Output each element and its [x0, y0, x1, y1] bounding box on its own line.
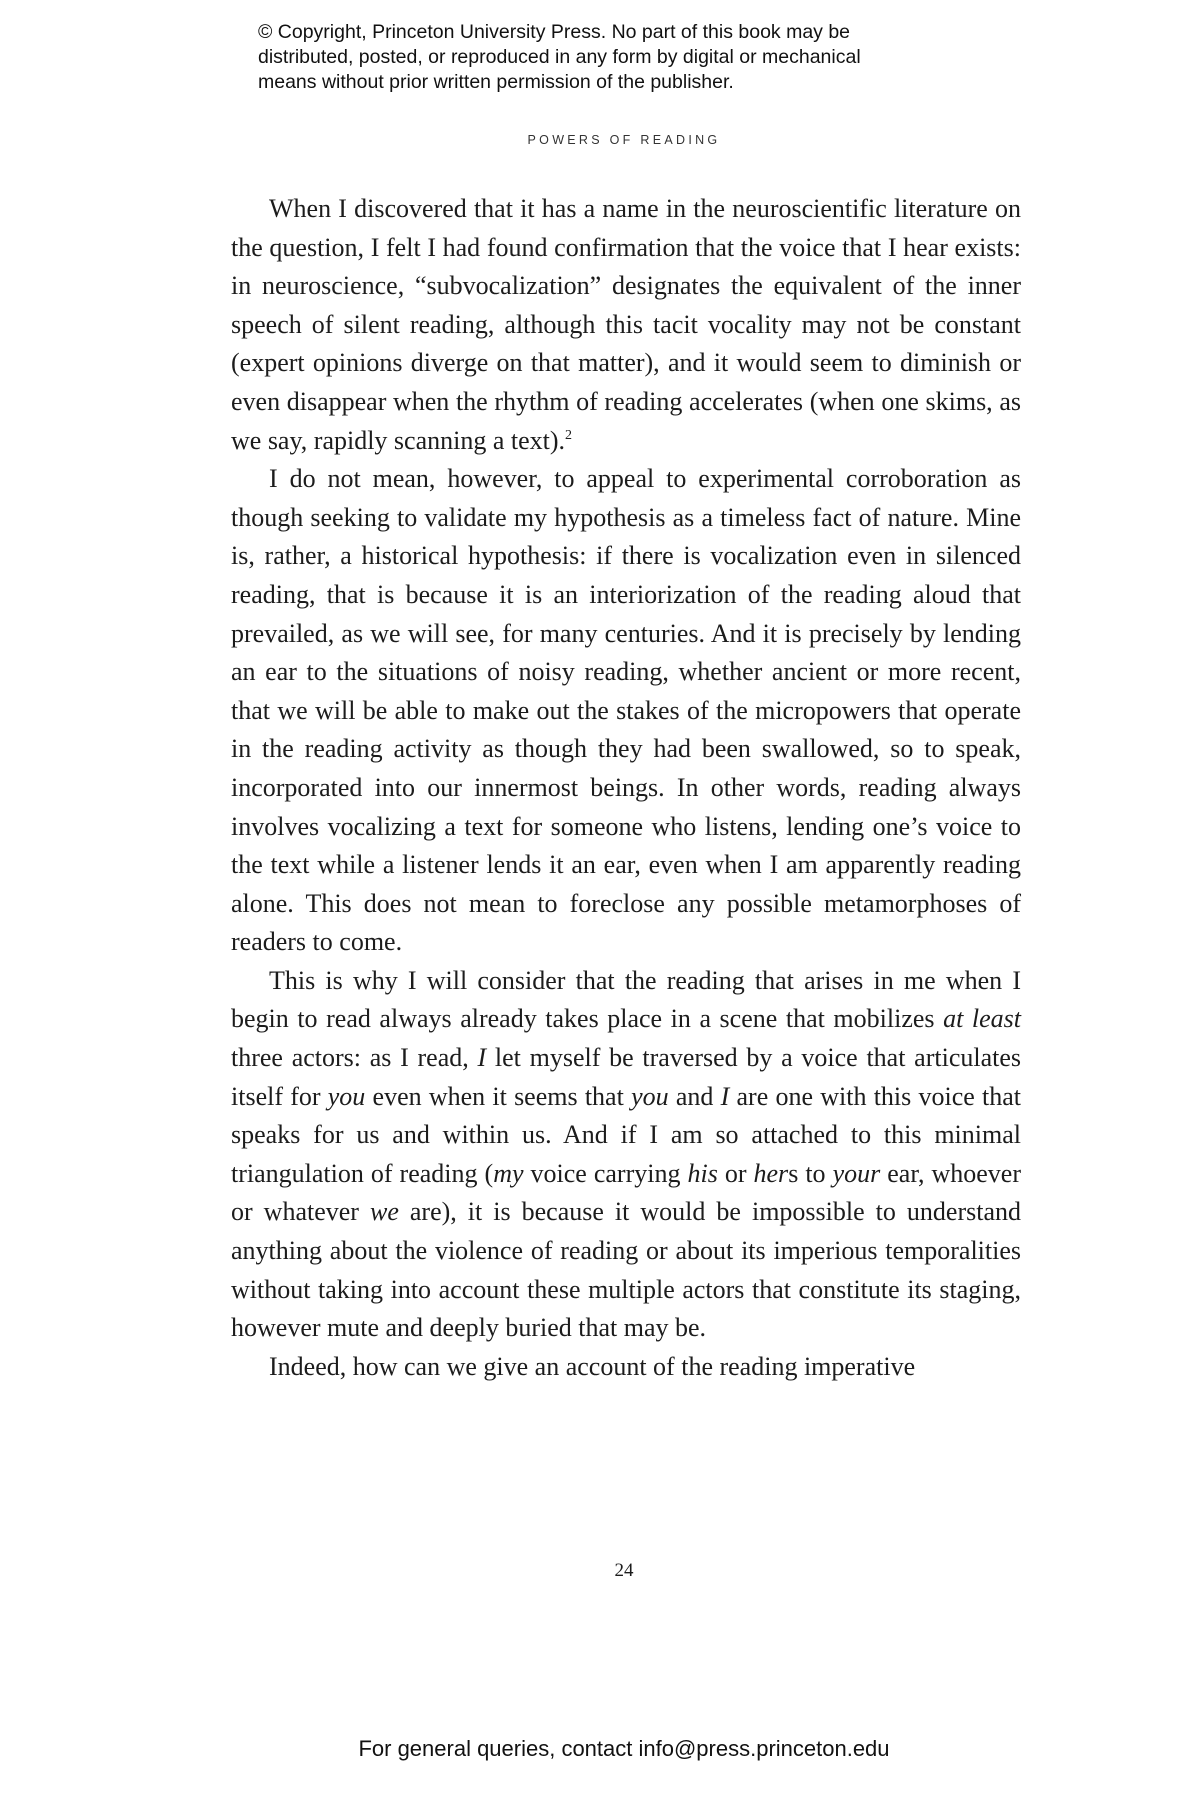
copyright-notice — [258, 20, 958, 95]
italic-emphasis: we — [369, 1197, 399, 1227]
text-run: When I discovered that it has a name in the neuroscientific literature on the question, I felt I had found confirmation that the voice that I hear exists: in neuroscience, “subvocalization” designates the equivalent of the inner speech of silent reading, although this tacit vocality may not be constant (expert opinions diverge on that matter), and it would seem to diminish or even disappear when the rhythm of reading accelerates (when one skims, as we say, rapidly scanning a text). — [231, 194, 1021, 455]
body-text — [231, 190, 1021, 1386]
text-run: are), it is because it would be impossible to understand anything about the violence of reading or about its imperious temporalities without taking into account these multiple actors that constitute its staging, however mute and deeply buried that may be. — [231, 1197, 1021, 1343]
italic-emphasis: my — [493, 1158, 524, 1188]
italic-emphasis: I — [720, 1081, 730, 1111]
body-paragraph — [231, 460, 1021, 962]
copyright-line: © Copyright, Princeton University Press. No part of this book may be — [258, 21, 851, 43]
text-run: let myself be traversed by a voice that articulates itself for — [231, 1043, 1022, 1111]
body-paragraph — [231, 190, 1021, 460]
copyright-line: means without prior written permission of the publisher. — [258, 71, 734, 93]
italic-emphasis: you — [631, 1081, 669, 1111]
text-run: are one with this voice that speaks for us and within us. And if I am so attached to this minimal triangulation of reading ( — [231, 1081, 1022, 1188]
text-run: three actors: as I read, — [231, 1043, 478, 1073]
body-paragraph — [231, 962, 1021, 1348]
text-run: even when it seems that — [365, 1081, 632, 1111]
italic-emphasis: at least — [943, 1004, 1021, 1034]
body-paragraph — [231, 1348, 1021, 1387]
text-run: This is why I will consider that the reading that arises in me when I begin to read always already takes place in a scene that mobilizes — [231, 965, 1021, 1034]
copyright-line: distributed, posted, or reproduced in any form by digital or mechanical — [258, 46, 861, 68]
text-run: Indeed, how can we give an account of the reading imperative — [269, 1351, 916, 1381]
text-run: I do not mean, however, to appeal to experimental corroboration as though seeking to validate my hypothesis as a timeless fact of nature. Mine is, rather, a historical hypothesis: if there is vocalization even in silenced reading, that is because it is an interiorization of the reading aloud that prevailed, as we will see, for many centuries. And it is precisely by lending an ear to the situations of noisy reading, whether ancient or more recent, that we will be able to make out the stakes of the micropowers that operate in the reading activity as though they had been swallowed, so to speak, incorporated into our innermost beings. In other words, reading always involves vocalizing a text for someone who listens, lending one’s voice to the text while a listener lends it an ear, even when I am apparently reading alone. This does not mean to foreclose any possible metamorphoses of readers to come. — [231, 464, 1021, 957]
text-run: voice carrying — [523, 1158, 688, 1188]
page-number: 24 — [614, 1560, 634, 1581]
text-run: and — [668, 1081, 721, 1111]
text-run: ear, whoever or whatever — [231, 1158, 1021, 1227]
footer-contact: For general queries, contact info@press.princeton.edu — [358, 1736, 890, 1761]
italic-emphasis: her — [753, 1158, 789, 1188]
italic-emphasis: you — [327, 1081, 366, 1111]
italic-emphasis: his — [687, 1158, 718, 1188]
italic-emphasis: I — [477, 1043, 487, 1073]
running-head: POWERS OF READING — [527, 133, 721, 147]
italic-emphasis: your — [832, 1158, 881, 1188]
text-run: or — [717, 1158, 754, 1188]
footnote-ref: 2 — [565, 427, 573, 443]
text-run: s to — [788, 1158, 833, 1188]
